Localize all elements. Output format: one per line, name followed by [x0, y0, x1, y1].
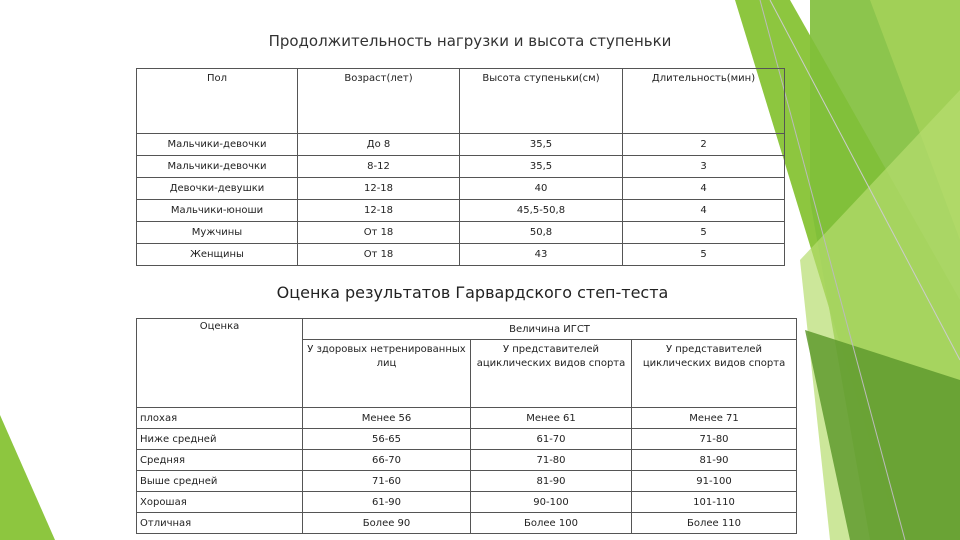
table-header-row — [137, 319, 797, 340]
cell-duration: 4 — [623, 200, 785, 222]
green-corner-left — [0, 415, 55, 540]
cell-acyclic: 81-90 — [471, 471, 632, 492]
cell-acyclic: 90-100 — [471, 492, 632, 513]
harvard-step-test-table — [136, 318, 797, 534]
cell-age: 12-18 — [298, 178, 460, 200]
cell-age: 12-18 — [298, 200, 460, 222]
cell-cyclic: 81-90 — [632, 450, 797, 471]
header-igst-value: Величина ИГСТ — [303, 319, 797, 340]
cell-height: 45,5-50,8 — [460, 200, 623, 222]
header-age: Возраст(лет) — [298, 69, 460, 134]
cell-cyclic: 101-110 — [632, 492, 797, 513]
table-row — [137, 471, 797, 492]
cell-height: 35,5 — [460, 134, 623, 156]
table2-title: Оценка результатов Гарвардского степ-теста — [276, 283, 669, 302]
cell-sex: Мальчики-юноши — [137, 200, 298, 222]
table-row — [137, 492, 797, 513]
cell-sex: Мальчики-девочки — [137, 156, 298, 178]
cell-untrained: 66-70 — [303, 450, 471, 471]
cell-cyclic: 71-80 — [632, 429, 797, 450]
table-row — [137, 178, 785, 200]
cell-acyclic: 61-70 — [471, 429, 632, 450]
cell-sex: Девочки-девушки — [137, 178, 298, 200]
cell-untrained: 71-60 — [303, 471, 471, 492]
cell-height: 43 — [460, 244, 623, 266]
cell-sex: Мужчины — [137, 222, 298, 244]
cell-untrained: Более 90 — [303, 513, 471, 534]
table-header-row — [137, 69, 785, 134]
cell-age: От 18 — [298, 244, 460, 266]
cell-age: 8-12 — [298, 156, 460, 178]
cell-duration: 2 — [623, 134, 785, 156]
cell-rating: Хорошая — [137, 492, 303, 513]
table-row — [137, 222, 785, 244]
cell-height: 35,5 — [460, 156, 623, 178]
cell-untrained: 61-90 — [303, 492, 471, 513]
cell-age: От 18 — [298, 222, 460, 244]
table-row — [137, 450, 797, 471]
cell-rating: Средняя — [137, 450, 303, 471]
cell-cyclic: Более 110 — [632, 513, 797, 534]
table-row — [137, 134, 785, 156]
cell-sex: Мальчики-девочки — [137, 134, 298, 156]
table-row — [137, 429, 797, 450]
cell-height: 40 — [460, 178, 623, 200]
table1-title: Продолжительность нагрузки и высота ступеньки — [268, 32, 672, 50]
cell-acyclic: Менее 61 — [471, 408, 632, 429]
cell-acyclic: Более 100 — [471, 513, 632, 534]
header-step-height: Высота ступеньки(см) — [460, 69, 623, 134]
cell-sex: Женщины — [137, 244, 298, 266]
cell-cyclic: 91-100 — [632, 471, 797, 492]
table-row — [137, 244, 785, 266]
subheader-untrained: У здоровых нетренированных лиц — [303, 340, 471, 408]
cell-duration: 5 — [623, 222, 785, 244]
cell-untrained: 56-65 — [303, 429, 471, 450]
table-row — [137, 200, 785, 222]
cell-rating: плохая — [137, 408, 303, 429]
cell-rating: Отличная — [137, 513, 303, 534]
cell-untrained: Менее 56 — [303, 408, 471, 429]
header-sex: Пол — [137, 69, 298, 134]
subheader-acyclic: У представителей ациклических видов спорта — [471, 340, 632, 408]
subheader-cyclic: У представителей циклических видов спорта — [632, 340, 797, 408]
cell-duration: 3 — [623, 156, 785, 178]
table-row — [137, 156, 785, 178]
cell-rating: Выше средней — [137, 471, 303, 492]
header-duration: Длительность(мин) — [623, 69, 785, 134]
cell-rating: Ниже средней — [137, 429, 303, 450]
table-row — [137, 513, 797, 534]
table-row — [137, 408, 797, 429]
load-duration-table — [136, 68, 785, 266]
cell-duration: 4 — [623, 178, 785, 200]
cell-acyclic: 71-80 — [471, 450, 632, 471]
cell-cyclic: Менее 71 — [632, 408, 797, 429]
cell-age: До 8 — [298, 134, 460, 156]
cell-duration: 5 — [623, 244, 785, 266]
header-rating: Оценка — [137, 319, 303, 408]
cell-height: 50,8 — [460, 222, 623, 244]
